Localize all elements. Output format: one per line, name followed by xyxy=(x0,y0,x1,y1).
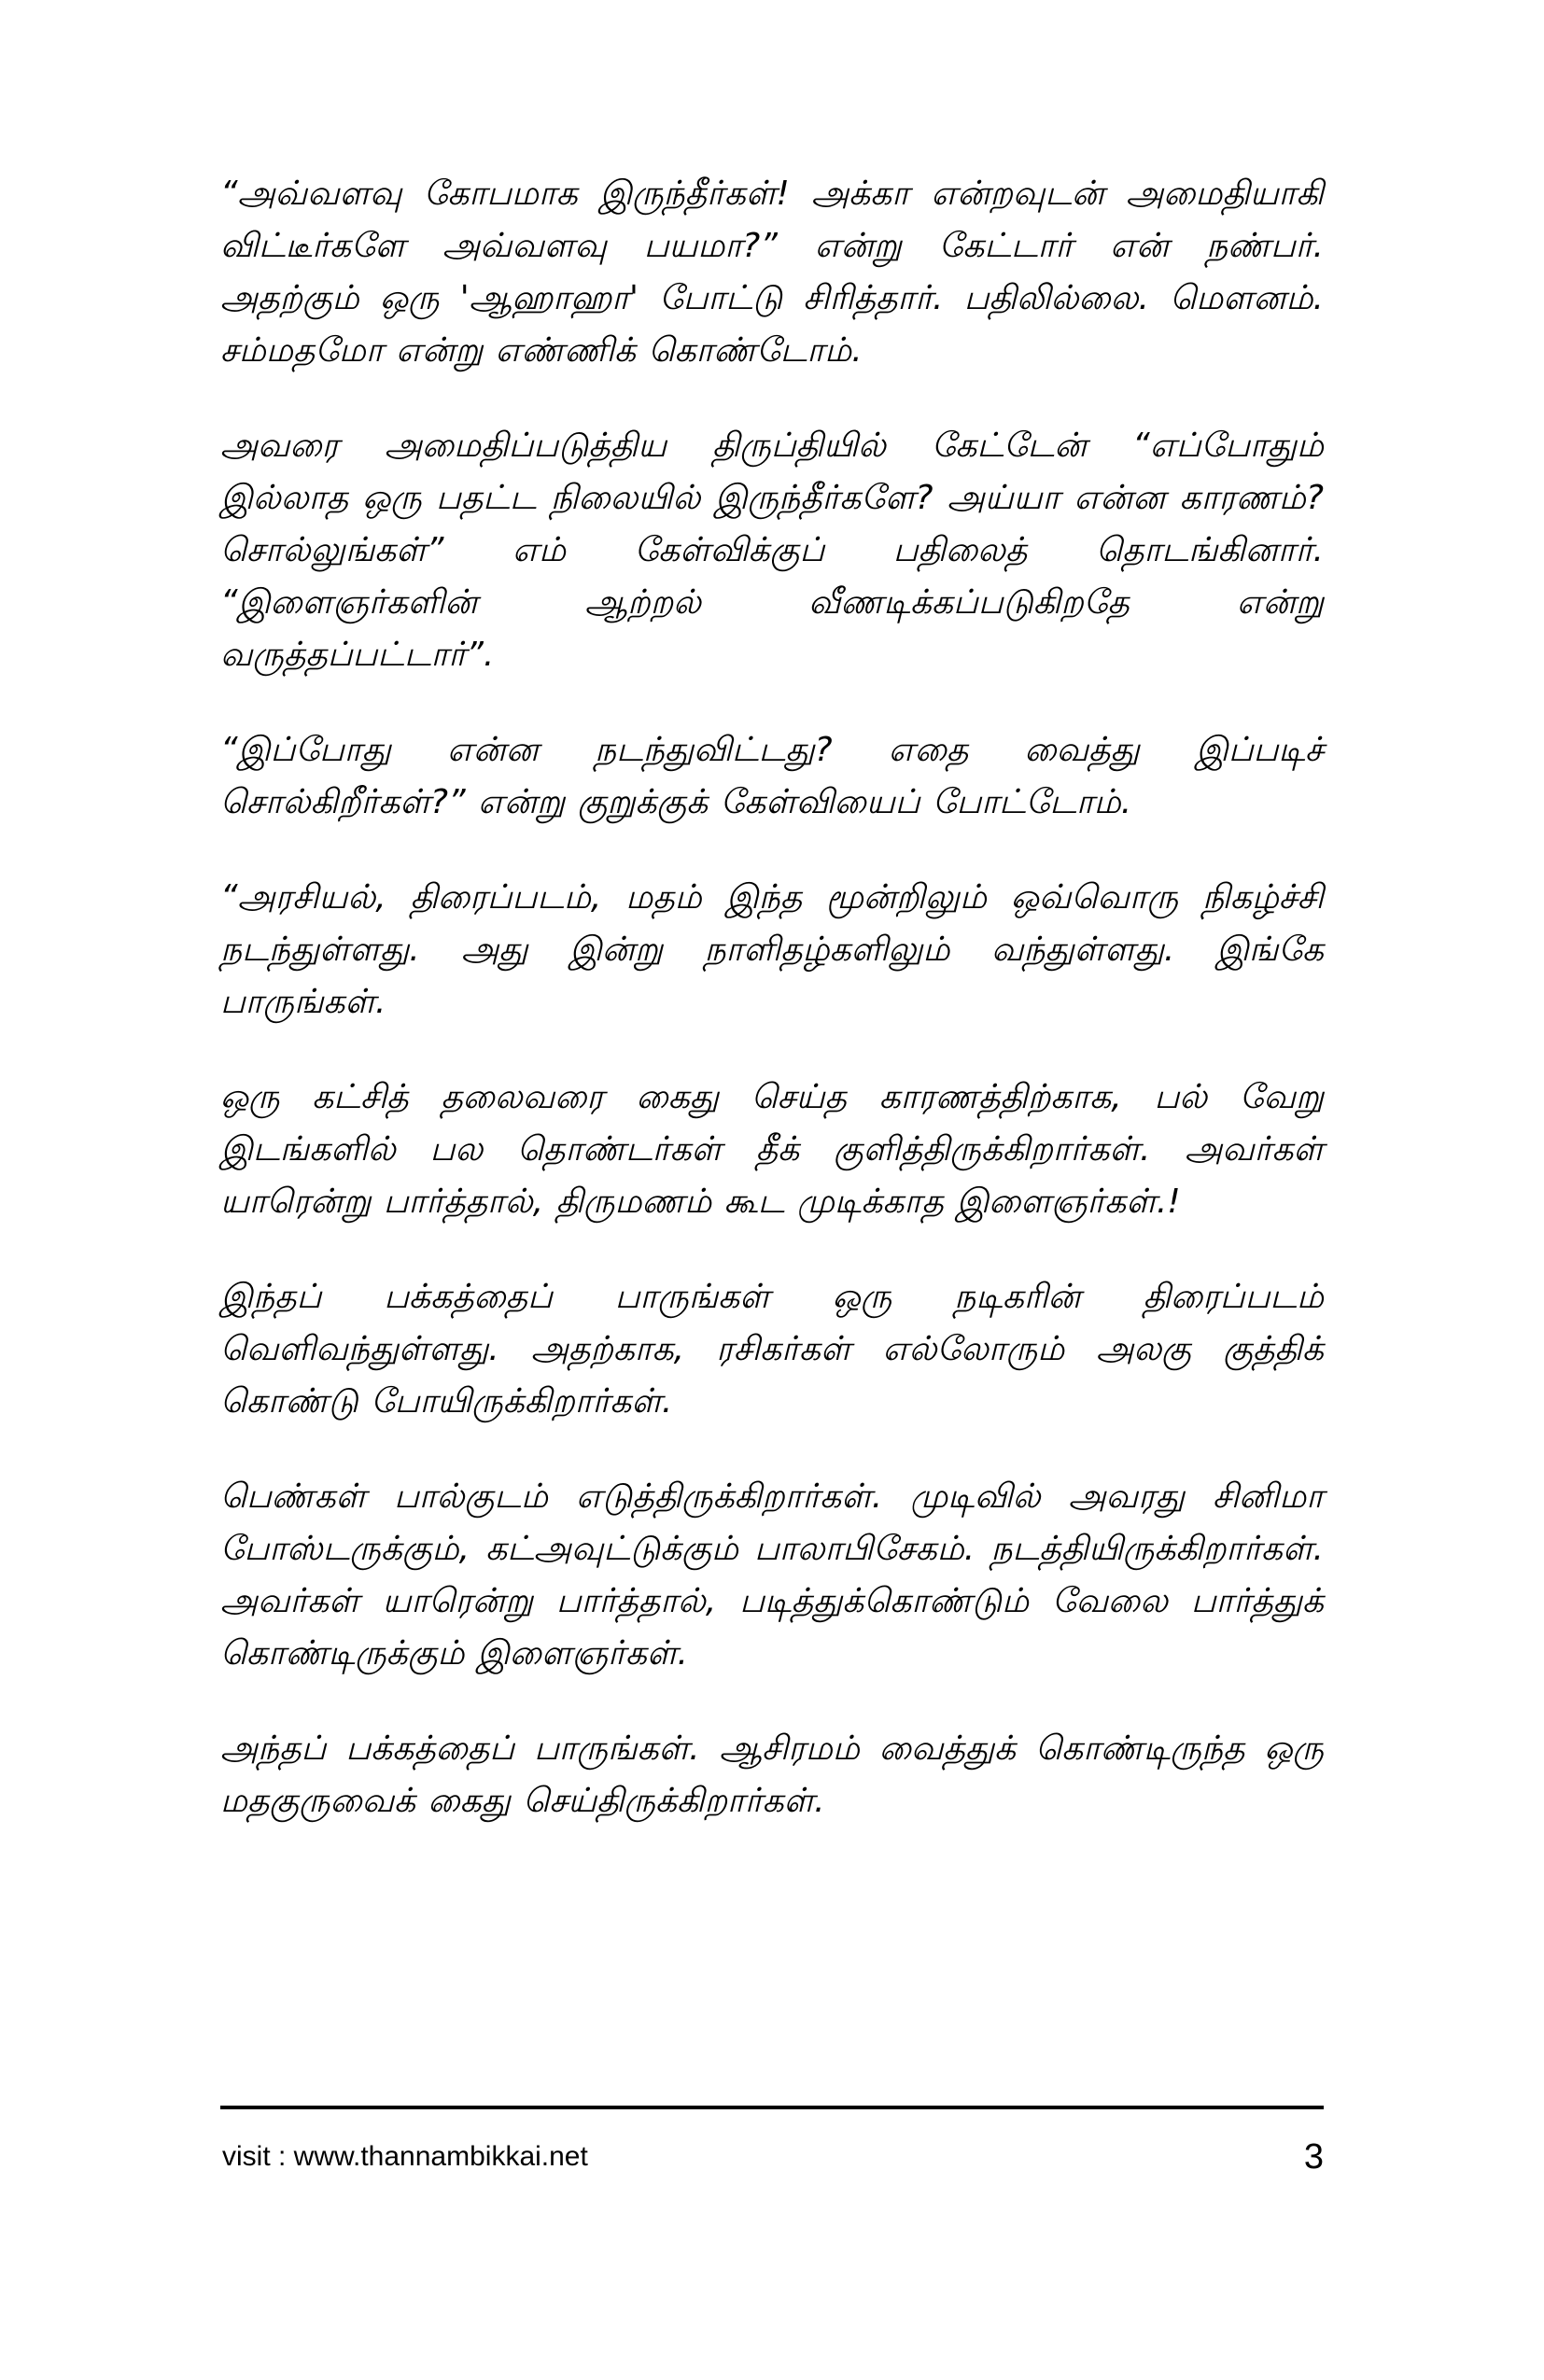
paragraph-3: “இப்போது என்ன நடந்துவிட்டது? எதை வைத்து இப்படிச் சொல்கிறீர்கள்?” என்று குறுக்குக் கேள்வியைப் போட்டோம். xyxy=(220,731,1324,821)
paragraph-1: “அவ்வளவு கோபமாக இருந்தீர்கள்! அக்கா என்றவுடன் அமைதியாகி விட்டீர்களே அவ்வளவு பயமா?” என்று கேட்டார் என் நண்பர். அதற்கும் ஒரு 'ஆஹாஹா' போட்டு சிரித்தார். பதிலில்லை. மௌனம். சம்மதமோ என்று எண்ணிக் கொண்டோம். xyxy=(220,175,1324,370)
paragraph-7: பெண்கள் பால்குடம் எடுத்திருக்கிறார்கள். முடிவில் அவரது சினிமா போஸ்டருக்கும், கட்அவுட்டுக்கும் பாலாபிசேகம். நடத்தியிருக்கிறார்கள். அவர்கள் யாரென்று பார்த்தால், படித்துக்கொண்டும் வேலை பார்த்துக் கொண்டிருக்கும் இளைஞர்கள். xyxy=(220,1477,1324,1673)
paragraph-6: இந்தப் பக்கத்தைப் பாருங்கள் ஒரு நடிகரின் திரைப்படம் வெளிவந்துள்ளது. அதற்காக, ரசிகர்கள் எல்லோரும் அலகு குத்திக் கொண்டு போயிருக்கிறார்கள். xyxy=(220,1278,1324,1421)
paragraph-5: ஒரு கட்சித் தலைவரை கைது செய்த காரணத்திற்காக, பல் வேறு இடங்களில் பல தொண்டர்கள் தீக் குளித்திருக்கிறார்கள். அவர்கள் யாரென்று பார்த்தால், திருமணம் கூட முடிக்காத இளைஞர்கள்.! xyxy=(220,1078,1324,1221)
paragraph-8: அந்தப் பக்கத்தைப் பாருங்கள். ஆசிரமம் வைத்துக் கொண்டிருந்த ஒரு மதகுருவைக் கைது செய்திருக்கிறார்கள். xyxy=(220,1729,1324,1820)
page-number: 3 xyxy=(1303,2137,1324,2177)
paragraph-4: “அரசியல், திரைப்படம், மதம் இந்த மூன்றிலும் ஒவ்வொரு நிகழ்ச்சி நடந்துள்ளது. அது இன்று நாளிதழ்களிலும் வந்துள்ளது. இங்கே பாருங்கள். xyxy=(220,878,1324,1021)
paragraph-2: அவரை அமைதிப்படுத்திய திருப்தியில் கேட்டேன் “எப்போதும் இல்லாத ஒரு பதட்ட நிலையில் இருந்தீர்களே? அய்யா என்ன காரணம்? சொல்லுங்கள்” எம் கேள்விக்குப் பதிலைத் தொடங்கினார். “இளைஞர்களின் ஆற்றல் வீணடிக்கப்படுகிறதே என்று வருத்தப்பட்டார்”. xyxy=(220,427,1324,674)
page-body xyxy=(220,168,1324,1870)
footer-divider xyxy=(220,2106,1324,2109)
footer-website: visit : www.thannambikkai.net xyxy=(222,2141,588,2172)
